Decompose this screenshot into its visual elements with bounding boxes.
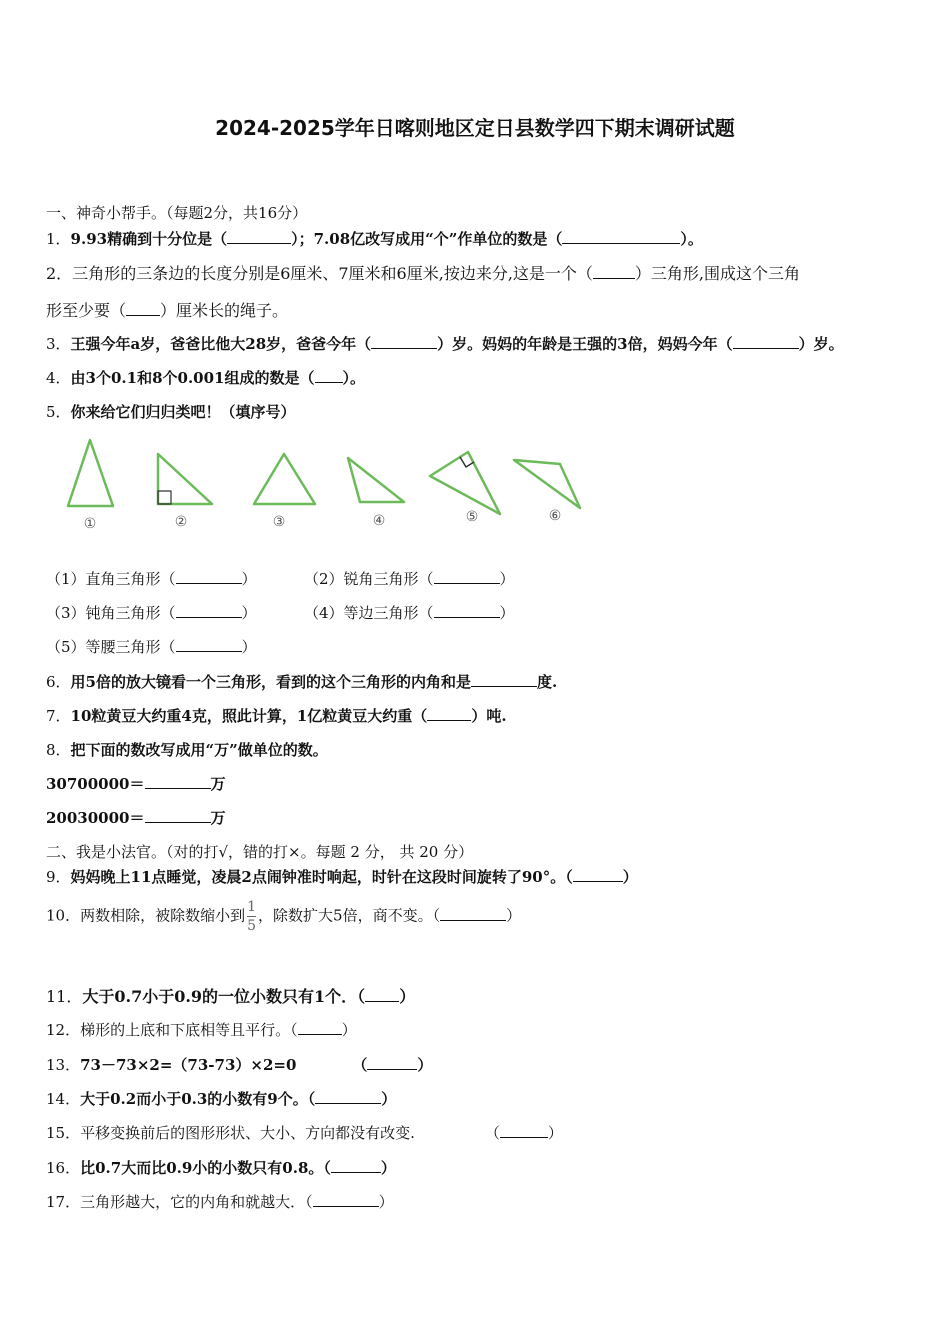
answer-blank[interactable] [371, 335, 437, 349]
question-5-sub-4: （4）等边三角形（ ） [304, 604, 515, 622]
question-5: 5．你来给它们归归类吧！（填序号） [46, 403, 296, 421]
question-15: 15．平移变换前后的图形形状、大小、方向都没有改变. （ ） [46, 1124, 563, 1142]
question-11: 11．大于0.7小于0.9的一位小数只有1个．（ ） [46, 987, 416, 1006]
triangle-4 [348, 458, 404, 502]
question-5-sub-1: （1）直角三角形（ ） [46, 570, 257, 588]
question-5-sub-2: （2）锐角三角形（ ） [304, 570, 515, 588]
question-10: 10．两数相除，被除数缩小到 $\frac{1}{5}$ ，除数扩大5倍，商不变。（ ） [46, 899, 522, 934]
figure-label: ⑤ [465, 509, 479, 525]
page-title: 2024-2025学年日喀则地区定日县数学四下期末调研试题 [215, 116, 735, 140]
question-14: 14．大于0.2而小于0.3的小数有9个。（ ） [46, 1090, 397, 1108]
section-heading-1: 一、神奇小帮手。（每题2分，共16分） [46, 204, 308, 222]
question-1: 1．9.93精确到十分位是（ ）；7.08亿改写成用“个”作单位的数是（ ）。 [46, 230, 703, 248]
triangle-6 [514, 460, 580, 508]
fraction-one-fifth: $\frac{1}{5}$ [247, 899, 257, 934]
answer-blank[interactable] [440, 907, 506, 921]
question-2: 2．三角形的三条边的长度分别是6厘米、7厘米和6厘米,按边来分,这是一个（ ）三角形,围成这个三角 [46, 264, 800, 283]
figure-label: ⑥ [548, 508, 562, 524]
answer-blank[interactable] [573, 868, 623, 882]
triangle-3 [254, 454, 315, 504]
figure-label: ④ [372, 513, 386, 529]
answer-blank[interactable] [500, 1124, 548, 1138]
triangle-5 [430, 452, 500, 514]
answer-blank[interactable] [471, 673, 537, 687]
answer-blank[interactable] [367, 1056, 417, 1070]
answer-blank[interactable] [126, 302, 160, 316]
answer-blank[interactable] [313, 1193, 379, 1207]
triangle-1 [68, 440, 113, 506]
figure-label: ③ [272, 514, 286, 530]
answer-blank[interactable] [227, 230, 291, 244]
question-8: 8．把下面的数改写成用“万”做单位的数。 [46, 741, 328, 759]
answer-blank[interactable] [593, 265, 635, 279]
question-2-line2: 形至少要（ ）厘米长的绳子。 [46, 301, 289, 320]
right-angle-mark [158, 491, 171, 504]
answer-blank[interactable] [733, 335, 799, 349]
answer-blank[interactable] [145, 775, 211, 789]
answer-blank[interactable] [145, 809, 211, 823]
figure-label: ① [83, 516, 97, 532]
triangles-figure [60, 436, 600, 536]
answer-blank[interactable] [434, 570, 500, 584]
question-3: 3．王强今年a岁，爸爸比他大28岁，爸爸今年（ ）岁。妈妈的年龄是王强的3倍，妈妈今年（ ）岁。 [46, 335, 844, 353]
answer-blank[interactable] [562, 230, 680, 244]
answer-blank[interactable] [434, 604, 500, 618]
figure-label: ② [174, 514, 188, 530]
answer-blank[interactable] [427, 707, 471, 721]
answer-blank[interactable] [298, 1021, 342, 1035]
answer-blank[interactable] [176, 570, 242, 584]
answer-blank[interactable] [315, 369, 343, 383]
question-5-sub-3: （3）钝角三角形（ ） [46, 604, 257, 622]
question-16: 16．比0.7大而比0.9小的小数只有0.8。（ ） [46, 1159, 396, 1177]
question-6: 6．用5倍的放大镜看一个三角形，看到的这个三角形的内角和是 度. [46, 673, 558, 691]
answer-blank[interactable] [365, 988, 399, 1002]
question-8-item-2: 20030000＝ 万 [46, 809, 226, 827]
answer-blank[interactable] [176, 638, 242, 652]
question-7: 7．10粒黄豆大约重4克，照此计算，1亿粒黄豆大约重（ ）吨. [46, 707, 507, 725]
question-17: 17．三角形越大，它的内角和就越大．（ ） [46, 1193, 394, 1211]
answer-blank[interactable] [315, 1090, 381, 1104]
triangle-2 [158, 454, 212, 504]
section-heading-2: 二、我是小法官。（对的打√，错的打×。每题 2 分， 共 20 分） [46, 843, 474, 861]
answer-blank[interactable] [331, 1159, 381, 1173]
answer-blank[interactable] [176, 604, 242, 618]
question-4: 4．由3个0.1和8个0.001组成的数是（ ）。 [46, 369, 366, 387]
question-12: 12．梯形的上底和下底相等且平行。（ ） [46, 1021, 357, 1039]
question-9: 9．妈妈晚上11点睡觉，凌晨2点闹钟准时响起，时针在这段时间旋转了90°。（ ） [46, 868, 638, 886]
question-8-item-1: 30700000＝ 万 [46, 775, 226, 793]
question-5-sub-5: （5）等腰三角形（ ） [46, 638, 257, 656]
question-13: 13．73－73×2=（73-73）×2=0 （ ） [46, 1056, 433, 1074]
